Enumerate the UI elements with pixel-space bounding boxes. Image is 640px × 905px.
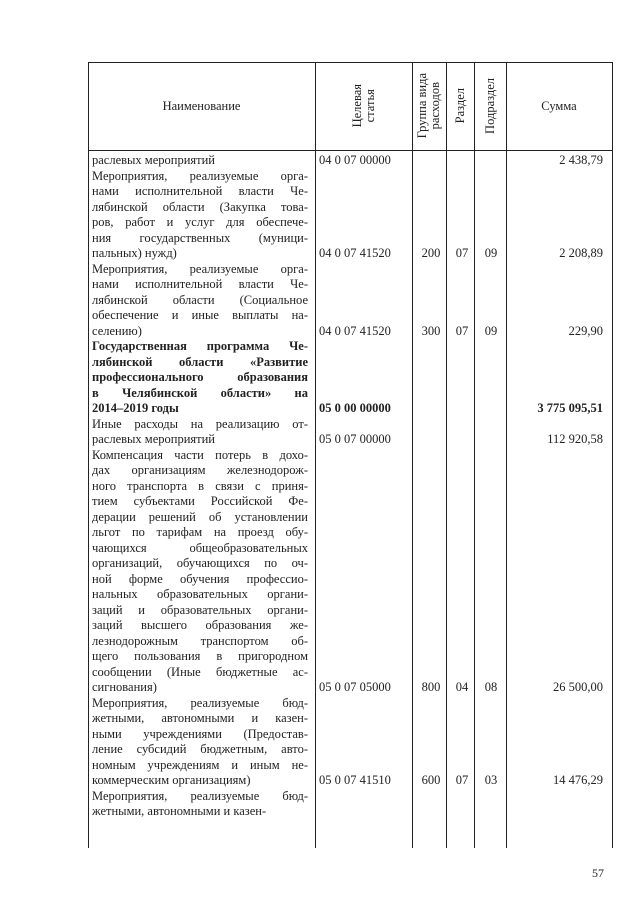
table-border-left <box>88 62 89 848</box>
header-target <box>315 62 412 150</box>
header-name-label: Наименование <box>162 98 241 113</box>
header-name <box>88 62 315 150</box>
row-subsection: 09 <box>484 323 498 338</box>
row-name-line: Мероприятия, реализуемые орга- <box>92 168 308 183</box>
header-group-label: Группа вида расходов <box>415 73 442 139</box>
row-name-line: сигнования) <box>92 680 157 694</box>
row-sum: 2 438,79 <box>559 153 603 167</box>
row-name-line: лябинской области «Развитие <box>92 354 308 369</box>
row-name <box>92 153 308 169</box>
budget-table <box>88 62 613 848</box>
row-name-line: жетными, автономными и казен- <box>92 804 267 818</box>
row-name-line: дах организациям железнодорож- <box>92 463 308 477</box>
row-target-code: 04 0 07 41520 <box>319 246 391 260</box>
header-section-label: Раздел <box>452 88 467 124</box>
row-expense-group: 600 <box>421 773 441 787</box>
row-name-line: лезнодорожным транспортом об- <box>92 633 308 648</box>
row-section: 04 <box>455 680 469 694</box>
row-expense-group: 800 <box>421 680 441 694</box>
row-name-line: Мероприятия, реализуемые орга- <box>92 261 308 276</box>
row-name-line: щего пользования в пригородном <box>92 649 308 663</box>
page-number: 57 <box>592 866 604 880</box>
row-name-line: ными учреждениями (Предостав- <box>92 726 308 741</box>
row-name <box>92 448 308 696</box>
row-name <box>92 417 308 448</box>
row-name-line: коммерческим организациям) <box>92 773 251 787</box>
row-name-line: заций и образовательных органи- <box>92 602 308 617</box>
table-border-right <box>612 62 613 848</box>
row-section: 07 <box>455 773 469 787</box>
row-name-line: 2014–2019 годы <box>92 401 179 415</box>
row-section: 07 <box>455 246 469 260</box>
header-target-label: Целевая статья <box>349 84 377 128</box>
row-expense-group: 300 <box>421 323 441 338</box>
row-target-code: 05 0 07 05000 <box>319 680 391 694</box>
row-name-line: Компенсация части потерь в дохо- <box>92 447 308 462</box>
row-name <box>92 339 308 417</box>
column-divider <box>474 62 475 848</box>
column-divider <box>412 62 413 848</box>
row-name-line: Мероприятия, реализуемые бюд- <box>92 788 308 803</box>
row-name-line: профессионального образования <box>92 370 308 384</box>
row-section: 07 <box>455 323 469 338</box>
row-name-line: лябинской области (Социальное <box>92 292 308 307</box>
row-sum: 26 500,00 <box>553 680 603 694</box>
row-name-line: пальных) нужд) <box>92 246 177 260</box>
row-name-line: ров, работ и услуг для обеспече- <box>92 215 308 229</box>
row-target-code: 05 0 07 41510 <box>319 773 391 787</box>
header-group <box>412 62 446 150</box>
row-target-code: 04 0 07 00000 <box>319 153 391 167</box>
row-subsection: 08 <box>484 680 498 694</box>
header-sum-label: Сумма <box>541 98 577 113</box>
row-name-line: ной форме обучения профессио- <box>92 571 308 586</box>
row-name-line: ного транспорта в связи с приня- <box>92 478 308 493</box>
row-name-line: раслевых мероприятий <box>92 153 215 167</box>
row-name-line: Государственная программа Че- <box>92 339 308 353</box>
row-name-line: лябинской области (Закупка това- <box>92 199 308 214</box>
header-section <box>446 62 474 150</box>
row-sum: 3 775 095,51 <box>537 401 603 415</box>
row-name <box>92 696 308 789</box>
row-subsection: 03 <box>484 773 498 787</box>
row-expense-group: 200 <box>421 246 441 260</box>
row-name-line: тием субъектами Российской Фе- <box>92 494 308 508</box>
row-sum: 14 476,29 <box>553 773 603 787</box>
header-subsection <box>474 62 506 150</box>
row-name-line: обеспечение и иные выплаты на- <box>92 308 308 322</box>
row-name-line: в Челябинской области» на <box>92 385 308 400</box>
row-name-line: Иные расходы на реализацию от- <box>92 416 308 431</box>
row-name-line: заций высшего образования же- <box>92 618 308 632</box>
row-name-line: Мероприятия, реализуемые бюд- <box>92 695 308 710</box>
row-name <box>92 789 308 820</box>
row-name-line: нальных образовательных органи- <box>92 587 308 601</box>
header-subsection-label: Подраздел <box>482 78 497 134</box>
row-name <box>92 169 308 262</box>
row-target-code: 05 0 07 00000 <box>319 432 391 446</box>
row-name-line: раслевых мероприятий <box>92 432 215 446</box>
row-name-line: организаций, обучающихся по оч- <box>92 556 308 570</box>
row-name-line: дерации решений об установлении <box>92 509 308 524</box>
row-sum: 112 920,58 <box>547 432 603 446</box>
row-name-line: чающихся общеобразовательных <box>92 540 308 555</box>
row-name-line: сообщении (Иные бюджетные ас- <box>92 664 308 679</box>
row-name-line: ния государственных (муници- <box>92 230 308 245</box>
row-name-line: нами исполнительной власти Че- <box>92 184 308 198</box>
column-divider <box>506 62 507 848</box>
row-name <box>92 262 308 340</box>
row-target-code: 04 0 07 41520 <box>319 323 391 338</box>
row-target-code: 05 0 00 00000 <box>319 401 391 415</box>
header-divider <box>88 150 613 151</box>
row-sum: 229,90 <box>568 323 603 338</box>
row-name-line: жетными, автономными и казен- <box>92 711 308 725</box>
column-divider <box>446 62 447 848</box>
column-divider <box>315 62 316 848</box>
header-sum <box>506 62 612 150</box>
row-name-line: ление субсидий бюджетным, авто- <box>92 742 308 756</box>
row-name-line: льгот по тарифам на проезд обу- <box>92 525 308 539</box>
row-sum: 2 208,89 <box>559 246 603 260</box>
row-name-line: селению) <box>92 323 142 338</box>
row-name-line: нами исполнительной власти Че- <box>92 277 308 291</box>
row-name-line: номным учреждениям и иным не- <box>92 757 308 772</box>
row-subsection: 09 <box>484 246 498 260</box>
